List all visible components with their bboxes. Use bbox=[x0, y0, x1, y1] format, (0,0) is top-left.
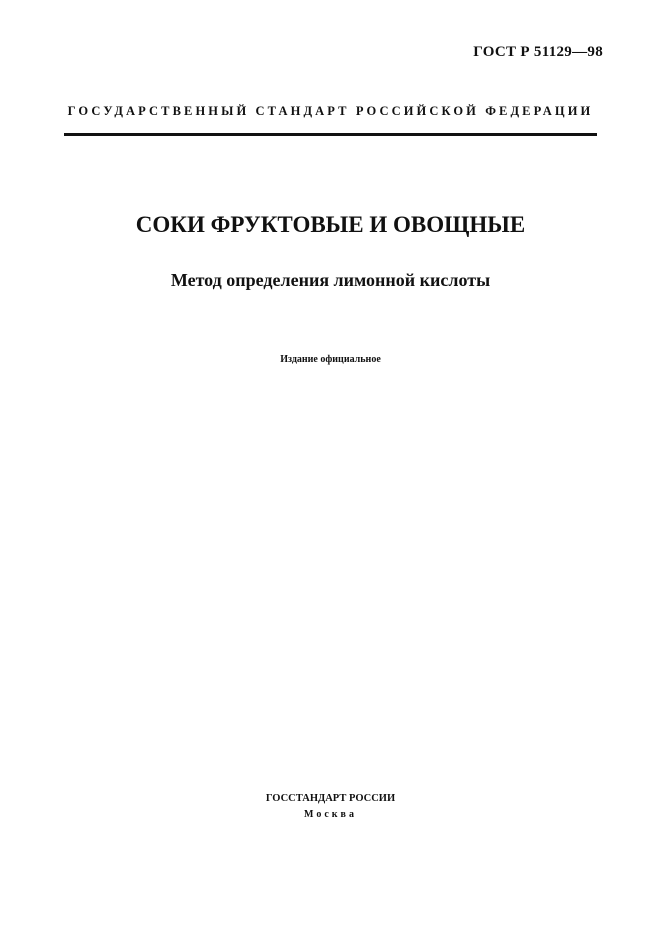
page-subtitle: Метод определения лимонной кислоты bbox=[170, 270, 491, 290]
edition-note: Издание официальное bbox=[280, 354, 381, 365]
standard-heading: ГОСУДАРСТВЕННЫЙ СТАНДАРТ РОССИЙСКОЙ ФЕДЕРАЦИИ bbox=[67, 104, 594, 118]
publisher-name: ГОССТАНДАРТ РОССИИ bbox=[265, 793, 396, 804]
document-code: ГОСТ Р 51129—98 bbox=[473, 44, 603, 60]
heading-divider bbox=[64, 133, 597, 136]
page-title: СОКИ ФРУКТОВЫЕ И ОВОЩНЫЕ bbox=[135, 212, 526, 237]
publication-city: Москва bbox=[304, 809, 357, 820]
